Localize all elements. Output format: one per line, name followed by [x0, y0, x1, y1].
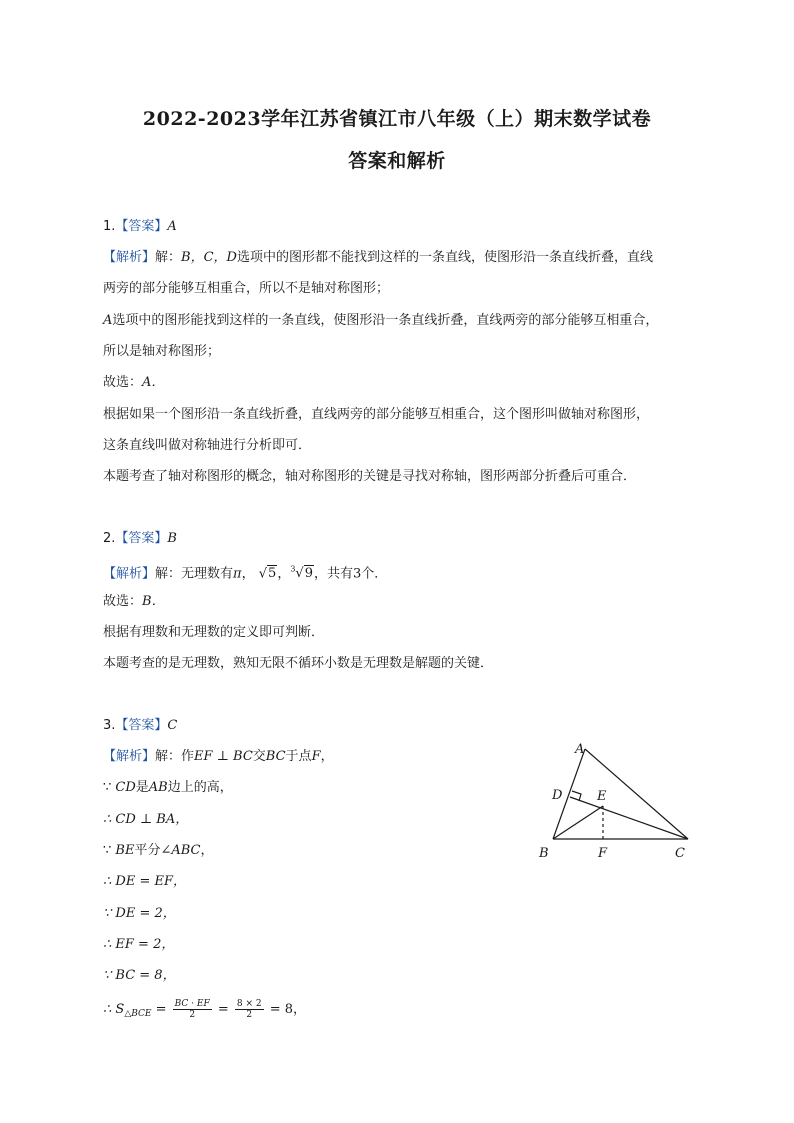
q1-analysis-line-2: 两旁的部分能够互相重合，所以不是轴对称图形； — [103, 281, 390, 296]
q3-analysis-line-2 — [103, 779, 233, 797]
q1-text: 解： — [155, 250, 182, 265]
q3-analysis-line-3: ∴ CD ⊥ BA， — [103, 812, 189, 827]
label-b: B — [539, 846, 549, 861]
label-f: F — [598, 846, 608, 861]
q3-text: 是 — [135, 780, 149, 795]
q3-math: = — [151, 1002, 171, 1017]
q3-answer: C — [167, 718, 178, 733]
q2-analysis-tag: 【解析】 — [103, 566, 156, 582]
q3-analysis-tag: 【解析】 — [103, 749, 156, 764]
q3-number: 3. — [103, 718, 116, 733]
q2-answer: B — [167, 531, 177, 546]
q2-answer-line — [103, 530, 177, 548]
q2-choose-value: B． — [142, 594, 165, 609]
q1-analysis-tag: 【解析】 — [103, 250, 156, 265]
q2-sep: ， — [241, 566, 255, 582]
q3-text: 边上的高， — [167, 780, 233, 795]
because-icon: ∵ — [103, 780, 116, 795]
label-d: D — [552, 788, 563, 803]
radical-icon: √ — [295, 566, 304, 582]
q2-cbrt-index: 3 — [290, 565, 296, 574]
q3-answer-line — [103, 717, 177, 735]
q3-analysis-line-6: ∵ DE = 2， — [103, 906, 176, 921]
q1-choose-line — [103, 374, 164, 392]
q2-text: 个． — [361, 566, 388, 582]
q2-analysis-line-3: 根据有理数和无理数的定义即可判断． — [103, 625, 325, 640]
q3-math: CD — [115, 780, 136, 795]
q3-analysis-line-1 — [103, 748, 334, 766]
q3-math: BC — [265, 749, 286, 764]
q1-analysis-line-3 — [103, 312, 658, 330]
segment-be — [553, 806, 603, 839]
q2-sep: ， — [277, 566, 291, 582]
q3-analysis-line-8: ∵ BC = 8， — [103, 968, 176, 983]
q3-math: AB — [148, 780, 168, 795]
q1-number: 1. — [103, 219, 116, 234]
q2-answer-tag: 【答案】 — [115, 531, 168, 546]
q2-analysis-line-1 — [103, 561, 387, 583]
q3-fraction-2 — [235, 999, 264, 1020]
q3-text: ， — [200, 843, 214, 858]
q1-analysis-line-8: 本题考查了轴对称图形的概念，轴对称图形的关键是寻找对称轴，图形两部分折叠后可重合． — [103, 469, 637, 484]
q3-math: F — [311, 749, 321, 764]
q1-choose-value: A． — [142, 375, 165, 390]
q3-text: 交 — [252, 749, 266, 764]
q3-text: ， — [320, 749, 334, 764]
q3-fraction-1 — [173, 999, 212, 1020]
q3-text: 平分 — [134, 843, 161, 858]
q3-analysis-line-4 — [103, 842, 214, 860]
q1-analysis-line-1 — [103, 249, 653, 267]
q1-answer: A — [167, 219, 177, 234]
q1-text: 选项中的图形都不能找到这样的一条直线，使图形沿一条直线折叠，直线 — [236, 250, 653, 265]
q2-count: 3 — [353, 566, 362, 582]
q2-cbrt-radicand: 9 — [304, 566, 313, 582]
q2-text: 解：无理数有 — [155, 566, 234, 582]
q1-choose-label: 故选： — [103, 375, 143, 390]
fraction-numerator: BC · EF — [174, 999, 210, 1009]
q3-analysis-line-5: ∴ DE = EF， — [103, 874, 186, 889]
q1-options: B，C，D — [181, 250, 237, 265]
q1-option-a: A — [103, 313, 113, 328]
q1-analysis-line-7: 这条直线叫做对称轴进行分析即可． — [103, 438, 312, 453]
q2-choose-label: 故选： — [103, 594, 143, 609]
q1-analysis-line-6: 根据如果一个图形沿一条直线折叠，直线两旁的部分能够互相重合，这个图形叫做轴对称图形， — [103, 407, 650, 422]
because-icon: ∵ — [103, 843, 116, 858]
q2-sqrt5-radicand: 5 — [268, 566, 277, 582]
q2-text: ，共有 — [314, 566, 354, 582]
q3-text: 解：作 — [155, 749, 195, 764]
q3-math: ∴ S — [103, 1002, 125, 1017]
fraction-numerator: 8 × 2 — [236, 999, 262, 1009]
q3-text: 于点 — [285, 749, 312, 764]
q2-sqrt5 — [259, 565, 278, 581]
label-a: A — [575, 742, 585, 757]
q1-text: 选项中的图形能找到这样的一条直线，使图形沿一条直线折叠，直线两旁的部分能够互相重合， — [112, 313, 659, 328]
q1-analysis-line-4: 所以是轴对称图形； — [103, 344, 221, 359]
q1-answer-tag: 【答案】 — [115, 219, 168, 234]
q1-answer-line — [103, 218, 177, 236]
q3-math: BE — [115, 843, 135, 858]
segment-cd — [570, 797, 688, 839]
q2-cbrt9 — [290, 566, 314, 581]
q2-choose-line — [103, 593, 165, 611]
q2-pi: π — [233, 566, 242, 582]
label-e: E — [597, 789, 607, 804]
label-c: C — [675, 846, 685, 861]
q2-number: 2. — [103, 531, 116, 546]
q3-math: = 8， — [265, 1002, 307, 1017]
fraction-denominator: 2 — [189, 1010, 196, 1020]
document-title: 2022-2023学年江苏省镇江市八年级（上）期末数学试卷 — [142, 108, 652, 130]
fraction-denominator: 2 — [246, 1010, 253, 1020]
triangle-figure — [525, 735, 705, 865]
q3-analysis-line-7: ∴ EF = 2， — [103, 937, 175, 952]
radical-icon: √ — [258, 566, 268, 582]
document-subtitle: 答案和解析 — [348, 150, 446, 172]
q3-math: EF ⊥ BC — [194, 749, 253, 764]
q3-math: ∠ABC — [160, 843, 201, 858]
q3-math: = — [213, 1002, 233, 1017]
q3-answer-tag: 【答案】 — [115, 718, 168, 733]
q2-analysis-line-4: 本题考查的是无理数，熟知无限不循环小数是无理数是解题的关键． — [103, 656, 494, 671]
q3-area-subscript: △BCE — [124, 1009, 152, 1019]
q3-analysis-line-9 — [103, 999, 306, 1023]
